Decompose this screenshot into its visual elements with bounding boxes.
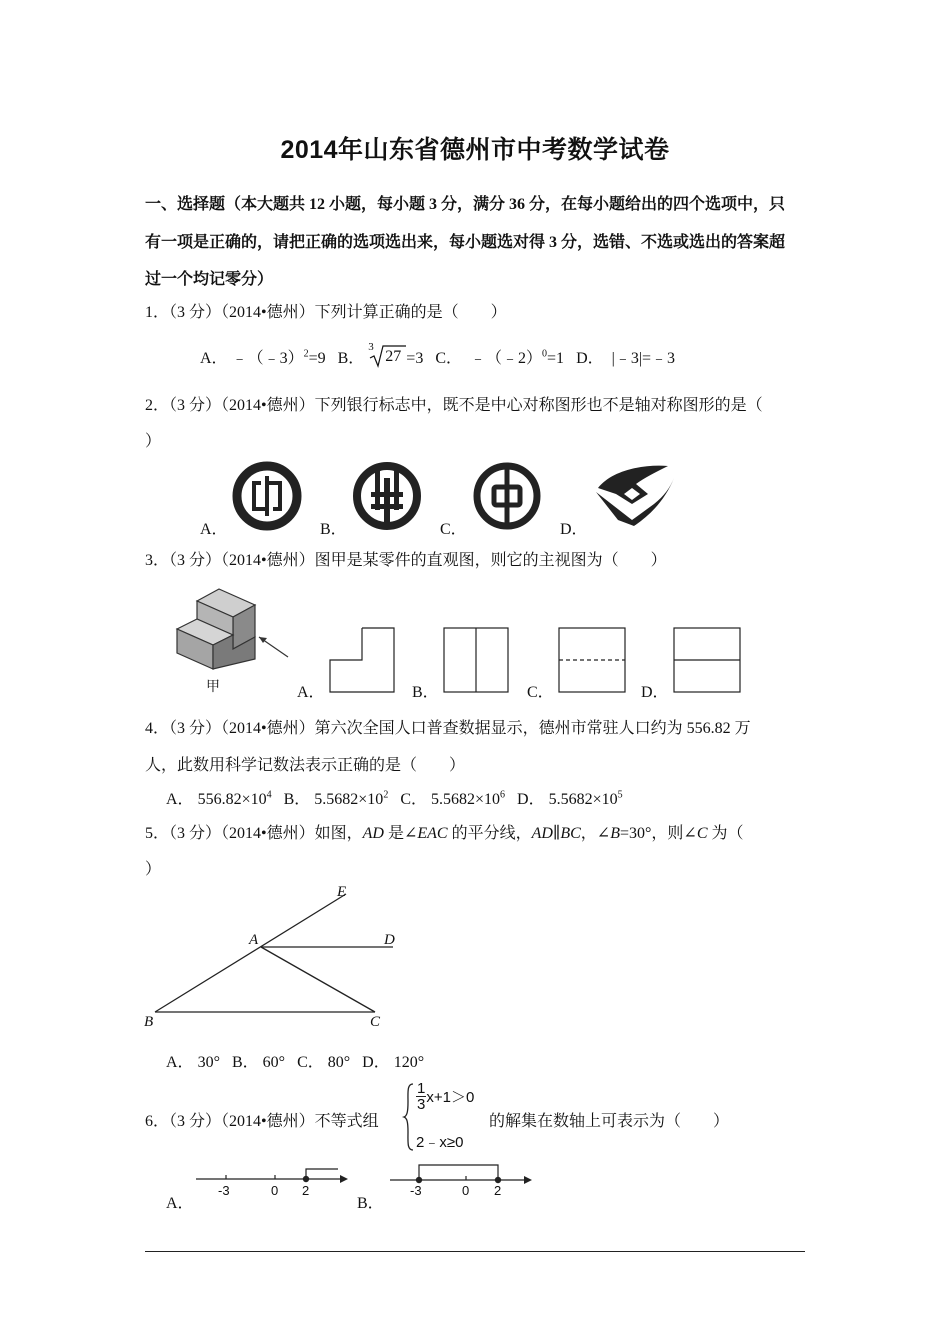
q1-d-text: |﹣3|=﹣3	[611, 350, 676, 367]
q4-c-base: 5.5682×10	[431, 791, 501, 808]
q5-stem	[145, 820, 744, 843]
q4-a-base: 556.82×10	[197, 791, 267, 808]
q6-ineq1-rest: x+1＞0	[426, 1089, 475, 1106]
q1-a-label: A．	[200, 350, 228, 367]
section-line-3: 过一个均记零分）	[145, 271, 274, 288]
q1-c-text: ﹣（﹣2）	[470, 350, 543, 367]
q5-c-label: C．	[297, 1054, 324, 1071]
q1-a-text: ﹣（﹣3）	[231, 350, 304, 367]
q3-label-a: A．	[297, 684, 325, 701]
q3-part-figure	[175, 585, 295, 675]
q6-b-tick-neg3: -3	[410, 1183, 422, 1198]
q6-ineq1	[416, 1081, 474, 1112]
q5-stem-mid1: 是∠	[383, 825, 418, 842]
q5-bc: BC	[560, 825, 581, 842]
q4-d-label: D．	[517, 791, 545, 808]
q3-stem: 3．（3 分）（2014•德州）图甲是某零件的直观图，则它的主视图为（ ）	[145, 552, 667, 569]
q4-d-base: 5.5682×10	[548, 791, 618, 808]
q3-label-c: C．	[527, 684, 554, 701]
q5-d-label: D．	[362, 1054, 390, 1071]
q3-option-c-shape	[558, 627, 626, 693]
q5-point-a: A	[249, 932, 259, 948]
section-line-2: 有一项是正确的，请把正确的选项选出来，每小题选对得 3 分，选错、不选或选出的答案超	[145, 234, 786, 251]
q6-a-tick-neg3: -3	[218, 1183, 230, 1198]
bank-logo-a-icon	[231, 460, 303, 532]
q6-label-a: A．	[166, 1195, 194, 1212]
q5-point-d: D	[384, 932, 395, 948]
q5-stem-mid2: 的平分线，	[447, 825, 532, 842]
q6-ineq2: 2﹣x≥0	[416, 1134, 464, 1151]
q5-b-label: B．	[231, 1054, 259, 1071]
q5-options	[166, 1049, 424, 1072]
q4-c-label: C．	[400, 791, 427, 808]
q1-a-sup: 2	[303, 348, 309, 360]
q6-label-b: B．	[357, 1195, 384, 1212]
q3-label-d: D．	[641, 684, 669, 701]
q2-label-d: D．	[560, 521, 588, 538]
q6-b-tick-0: 0	[462, 1183, 470, 1198]
q6-ineq1-num: 1	[417, 1080, 426, 1097]
q3-option-b-shape	[443, 627, 509, 693]
q6-brace	[403, 1082, 415, 1152]
q3-figure-caption: 甲	[206, 680, 220, 695]
q5-b: B	[610, 825, 620, 842]
q1-d-label: D．	[576, 350, 604, 367]
q5-stem-pre: 5．（3 分）（2014•德州）如图，	[145, 825, 363, 842]
q5-point-b: B	[144, 1014, 154, 1030]
q4-stem-line2: 人，此数用科学记数法表示正确的是（ ）	[145, 757, 466, 774]
q5-c: C	[696, 825, 708, 842]
section-line-1: 一、选择题（本大题共 12 小题，每小题 3 分，满分 36 分，在每小题给出的四个选项中，只	[145, 196, 786, 213]
q2-stem-end: ）	[145, 433, 162, 450]
q5-eac: EAC	[417, 825, 448, 842]
page-title: 2014年山东省德州市中考数学试卷	[280, 136, 670, 164]
q4-stem: 4．（3 分）（2014•德州）第六次全国人口普查数据显示，德州市常驻人口约为 556.82 万	[145, 720, 751, 737]
q4-b-label: B．	[283, 791, 311, 808]
q1-b-tail: =3	[406, 350, 424, 367]
q3-option-a-shape	[329, 627, 395, 693]
q3-option-d-shape	[673, 627, 741, 693]
q2-label-c: C．	[440, 521, 467, 538]
q1-c-sup: 0	[542, 348, 548, 360]
bank-logo-c-icon	[471, 460, 543, 532]
q5-a-label: A．	[166, 1054, 194, 1071]
q6-b-tick-2: 2	[494, 1183, 502, 1198]
q4-options	[166, 786, 623, 809]
q5-parallel: ∥	[552, 825, 561, 842]
q4-a-exp: 4	[266, 789, 272, 801]
q5-ad2: AD	[531, 825, 553, 842]
q2-label-a: A．	[200, 521, 228, 538]
q1-c-tail: =1	[547, 350, 565, 367]
q6-a-tick-0: 0	[271, 1183, 279, 1198]
q1-options	[200, 341, 676, 368]
q3-label-b: B．	[412, 684, 439, 701]
q4-b-base: 5.5682×10	[314, 791, 384, 808]
q5-d-value: 120°	[393, 1054, 425, 1071]
q6-number-line-a	[190, 1165, 350, 1205]
q6-stem-pre: 6．（3 分）（2014•德州）不等式组	[145, 1113, 379, 1130]
q6-a-tick-2: 2	[302, 1183, 310, 1198]
bank-logo-d-icon	[592, 458, 678, 530]
q1-a-tail: =9	[308, 350, 326, 367]
q1-b-radical	[368, 341, 406, 367]
q2-stem: 2．（3 分）（2014•德州）下列银行标志中，既不是中心对称图形也不是轴对称图形的是（	[145, 397, 763, 414]
bank-logo-b-icon	[351, 460, 423, 532]
footer-divider	[145, 1251, 805, 1252]
q6-stem-post: 的解集在数轴上可表示为（ ）	[489, 1113, 730, 1130]
q5-stem-end: 为（	[707, 825, 744, 842]
q6-ineq1-den: 3	[417, 1096, 426, 1113]
q1-c-label: C．	[435, 350, 463, 367]
q5-stem-mid4: =30°，则∠	[619, 825, 697, 842]
q5-stem-mid3: ，∠	[580, 825, 611, 842]
q5-point-c: C	[370, 1014, 381, 1030]
q5-ad: AD	[362, 825, 384, 842]
q4-d-exp: 5	[617, 789, 623, 801]
q5-b-value: 60°	[262, 1054, 286, 1071]
q1-b-index: 3	[368, 341, 374, 353]
q2-label-b: B．	[320, 521, 347, 538]
q1-b-label: B．	[337, 350, 365, 367]
q4-b-exp: 2	[383, 789, 389, 801]
q1-b-radicand: 27	[385, 348, 402, 365]
q5-triangle-figure	[145, 883, 405, 1033]
q5-a: 30°	[197, 1054, 220, 1071]
q5-c-value: 80°	[327, 1054, 351, 1071]
q1-stem: 1．（3 分）（2014•德州）下列计算正确的是（ ）	[145, 304, 507, 321]
q5-stem-line2: ）	[145, 861, 162, 878]
q4-a-label: A．	[166, 791, 194, 808]
q4-c-exp: 6	[500, 789, 506, 801]
q5-point-e: E	[337, 884, 347, 900]
